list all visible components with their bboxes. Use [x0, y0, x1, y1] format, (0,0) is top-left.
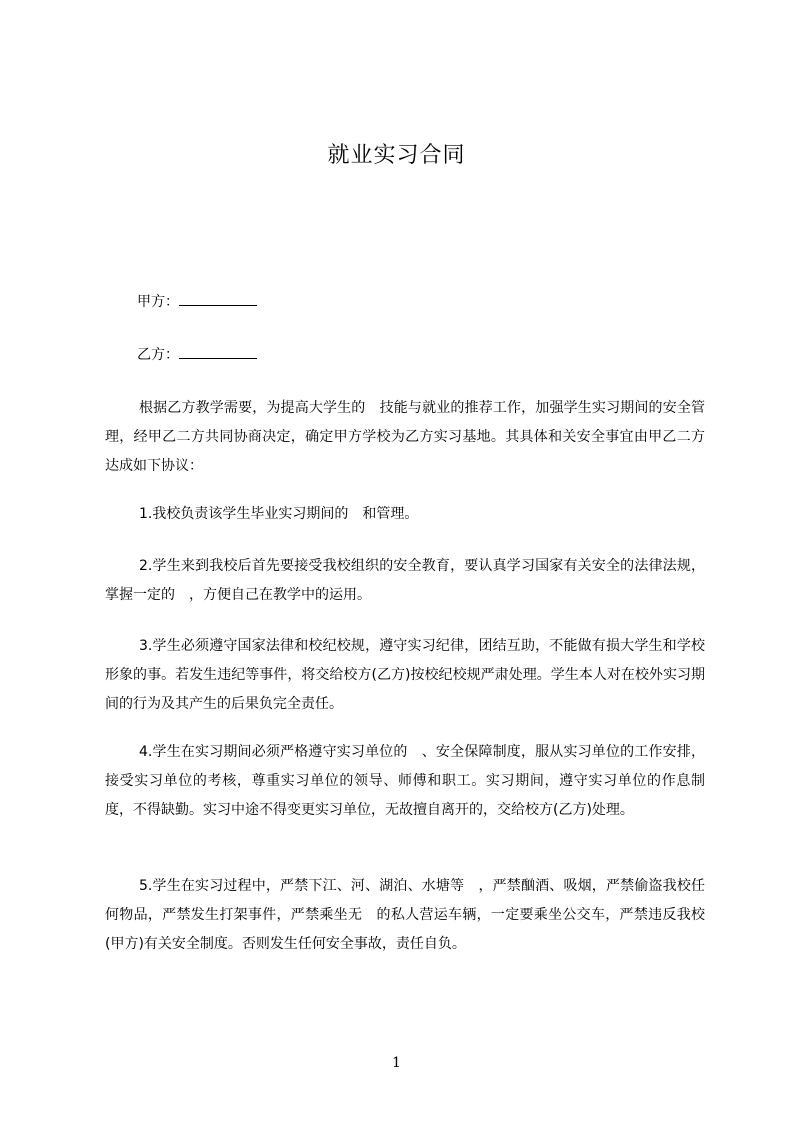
party-b-label: 乙方： — [137, 347, 179, 363]
party-b-blank — [179, 344, 257, 359]
party-a-label: 甲方： — [137, 294, 179, 310]
party-a-line — [137, 291, 257, 312]
clause-1: 1.我校负责该学生毕业实习期间的 和管理。 — [139, 506, 419, 522]
clause-4: 4.学生在实习期间必须严格遵守实习单位的 、安全保障制度，服从实习单位的工作安排，接受实习单位的考核，尊重实习单位的领导、师傅和职工。实习期间，遵守实习单位的作息制度，不得缺勤。实习中途不得变更实习单位，无故擅自离开的，交给校方(乙方)处理。 — [105, 744, 705, 818]
intro-paragraph: 根据乙方教学需要，为提高大学生的 技能与就业的推荐工作，加强学生实习期间的安全管理，经甲乙二方共同协商决定，确定甲方学校为乙方实习基地。其具体和关安全事宜由甲乙二方达成如下协议： — [105, 400, 705, 474]
party-a-blank — [179, 291, 257, 306]
clause-2: 2.学生来到我校后首先要接受我校组织的安全教育，要认真学习国家有关安全的法律法规，掌握一定的 ，方便自己在教学中的运用。 — [105, 558, 705, 603]
clause-5: 5.学生在实习过程中，严禁下江、河、湖泊、水塘等 ，严禁酗酒、吸烟，严禁偷盗我校任何物品，严禁发生打架事件，严禁乘坐无 的私人营运车辆，一定要乘坐公交车，严禁违反我校(甲方)有关安全制度。否则发生任何安全事故，责任自负。 — [105, 878, 705, 952]
page-number: 1 — [392, 1055, 401, 1071]
clause-3: 3.学生必须遵守国家法律和校纪校规，遵守实习纪律，团结互助，不能做有损大学生和学校形象的事。若发生违纪等事件，将交给校方(乙方)按校纪校规严肃处理。学生本人对在校外实习期间的行为及其产生的后果负完全责任。 — [105, 638, 705, 712]
party-b-line — [137, 344, 257, 365]
document-title: 就业实习合同 — [327, 143, 466, 168]
